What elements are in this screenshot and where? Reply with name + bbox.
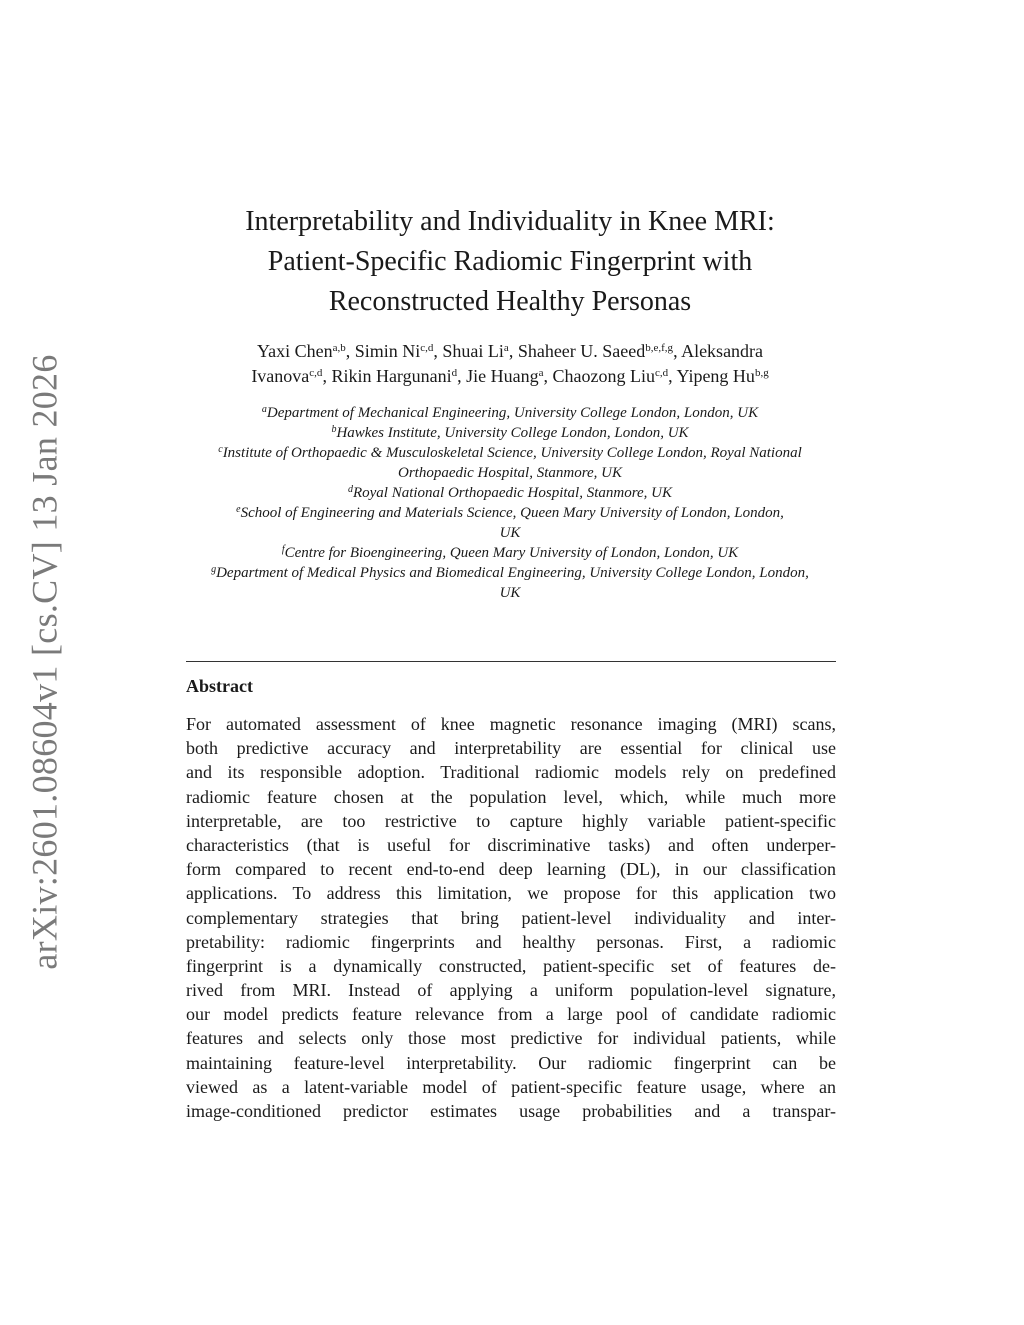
abstract-line: rived from MRI. Instead of applying a uniform population-level signature, (186, 980, 836, 1001)
author: Shuai Li$^a$ (442, 341, 509, 361)
abstract-line: viewed as a latent-variable model of patient-specific feature usage, where an (186, 1076, 836, 1097)
author: Rikin Hargunani$^d$ (331, 366, 458, 386)
abstract-line: interpretable, are too restrictive to capture highly variable patient-specific (186, 810, 836, 831)
abstract-body (186, 712, 836, 1123)
affiliation-list (180, 403, 840, 603)
author: Yaxi Chen$^{a,b}$ (256, 341, 346, 361)
title-line: Reconstructed Healthy Personas (328, 286, 692, 317)
author-line: Ivanova$^{c,d}$, Rikin Hargunani$^d$, Jie Huang$^a$, Chaozong Liu$^{c,d}$, Yipeng Hu$^{b,g}$ (251, 366, 769, 386)
author-line: Yaxi Chen$^{a,b}$, Simin Ni$^{c,d}$, Shuai Li$^a$, Shaheer U. Saeed$^{b,e,f,g}$, Aleksandra (256, 341, 764, 361)
arxiv-stamp-container (20, 354, 70, 970)
abstract-line: form compared to recent end-to-end deep learning (DL), in our classification (186, 859, 836, 880)
affiliation: $^f$Centre for Bioengineering, Queen Mary University of London, London, UK (281, 544, 739, 561)
author: Simin Ni$^{c,d}$ (354, 341, 434, 361)
title-line: Interpretability and Individuality in Knee MRI: (245, 206, 775, 237)
title-line: Patient-Specific Radiomic Fingerprint with (267, 246, 753, 277)
abstract-heading: Abstract (186, 676, 253, 696)
abstract-line: fingerprint is a dynamically constructed, patient-specific set of features de- (186, 955, 836, 976)
abstract-line: image-conditioned predictor estimates usage probabilities and a transpar- (186, 1101, 836, 1121)
affiliation: $^b$Hawkes Institute, University College London, London, UK (331, 424, 689, 441)
author: Shaheer U. Saeed$^{b,e,f,g}$ (517, 341, 674, 361)
abstract-line: radiomic feature chosen at the population level, which, while much more (186, 786, 836, 807)
author: Jie Huang$^a$ (466, 366, 544, 386)
abstract-line: applications. To address this limitation, we propose for this application two (186, 883, 836, 904)
abstract-line: For automated assessment of knee magnetic resonance imaging (MRI) scans, (186, 714, 836, 734)
affiliation: $^c$Institute of Orthopaedic & Musculoskeletal Science, University College London, Royal National Orthopaedic Hospital, Stanmore, UK (218, 444, 802, 481)
abstract-line: pretability: radiomic fingerprints and healthy personas. First, a radiomic (186, 931, 836, 952)
abstract-line: features and selects only those most predictive for individual patients, while (186, 1028, 836, 1049)
section-divider (186, 661, 836, 662)
author-list (190, 339, 830, 389)
abstract-line: complementary strategies that bring patient-level individuality and inter- (186, 907, 836, 928)
author: Chaozong Liu$^{c,d}$ (552, 366, 669, 386)
abstract-line: characteristics (that is useful for discriminative tasks) and often underper- (186, 834, 836, 855)
paper-title (180, 202, 840, 322)
abstract-line: our model predicts feature relevance from a large pool of candidate radiomic (186, 1004, 836, 1025)
abstract-line: and its responsible adoption. Traditional radiomic models rely on predefined (186, 762, 836, 783)
arxiv-stamp[interactable]: arXiv:2601.08604v1 [cs.CV] 13 Jan 2026 (25, 354, 65, 970)
abstract-line: maintaining feature-level interpretability. Our radiomic fingerprint can be (186, 1052, 836, 1073)
abstract-line: both predictive accuracy and interpretability are essential for clinical use (186, 738, 836, 759)
author: Yipeng Hu$^{b,g}$ (676, 366, 769, 386)
affiliation: $^d$Royal National Orthopaedic Hospital, Stanmore, UK (347, 484, 672, 501)
affiliation: $^a$Department of Mechanical Engineering, University College London, London, UK (261, 404, 759, 421)
affiliation: $^e$School of Engineering and Materials Science, Queen Mary University of London, London, UK (236, 504, 784, 541)
author: Ivanova$^{c,d}$ (251, 366, 323, 386)
affiliation: $^g$Department of Medical Physics and Biomedical Engineering, University College London, London, UK (211, 564, 809, 601)
